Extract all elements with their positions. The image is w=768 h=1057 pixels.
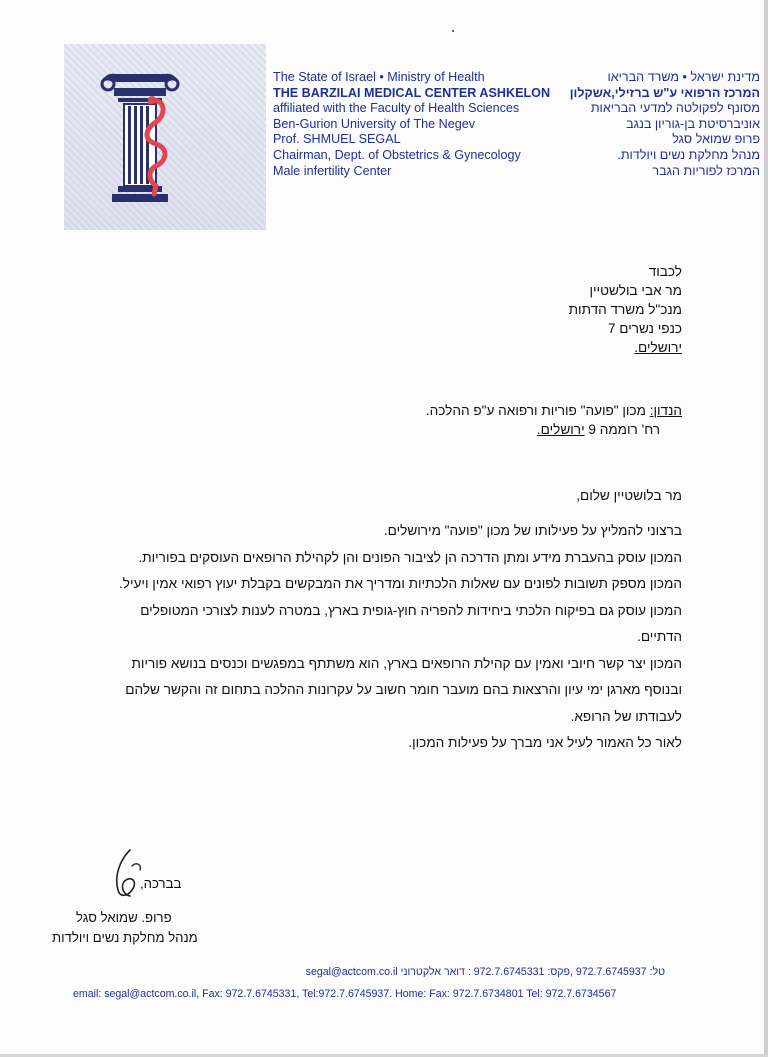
body-line: המכון מספק תשובות לפונים עם שאלות הלכתיות ומדריך את המבקשים בקבלת יעוץ רפואי אמין ויעיל. [119,576,682,591]
subject-text: מכון "פועה" פוריות ורפואה ע"פ ההלכה. [425,403,650,418]
header-he-line: פרופ שמואל סגל [672,132,760,147]
scan-speck [452,30,454,32]
column-logo-icon [64,44,266,230]
recipient-name: מר אבי בולשטיין [589,283,682,298]
header-en-line: Ben-Gurion University of The Negev [273,116,476,131]
closing-role: מנהל מחלקת נשים ויולדות [52,930,198,945]
header-he-line: המרכז לפוריות הגבר [652,163,760,178]
closing-blessing: בברכה, [140,876,182,891]
header-he-line: אוניברסיטת בן-גוריון בנגב [626,116,760,131]
body-line: הדתיים. [637,629,682,644]
subject-label: הנדון: [649,403,682,418]
recipient-street: כנפי נשרים 7 [607,321,682,336]
letterhead-english [273,70,573,179]
header-en-line: Male infertility Center [273,163,392,178]
body-line: המכון יצר קשר חיובי ואמין עם קהילת הרופאים בארץ, הוא משתתף במפגשים וכנסים בנושא פוריות [131,655,682,671]
body-line: המכון עוסק גם בפיקוח הלכתי ביחידות להפריה חוץ-גופית בארץ, במטרה לענות לצורכי המטופלים [140,602,682,618]
closing-name: פרופ. שמואל סגל [76,910,172,925]
letter-body [119,518,682,757]
header-en-line: Chairman, Dept. of Obstetrics & Gynecology [273,147,521,162]
subject-block [426,401,682,439]
body-line: ובנוסף מארגן ימי עיון והרצאות בהם מועבר חומר חשוב על עקרונות ההלכה בתחום זה והקשר שלהם [125,682,682,697]
scan-edge [764,0,768,1057]
header-en-line: The State of Israel • Ministry of Health [273,70,485,84]
subject-address-city: ירושלים. [536,422,585,437]
header-en-line: Prof. SHMUEL SEGAL [273,132,401,147]
recipient-block [569,262,682,357]
footer-line-hebrew: טל: 972.7.6745937 ,פקס: 972.7.6745331 : דואר אלקטרוני segal@actcom.co.il [305,966,665,978]
header-he-line: מנהל מחלקת נשים ויולדות. [617,147,760,162]
subject-address [426,420,660,439]
header-he-line: מדינת ישראל • משרד הבריאו [607,70,760,84]
recipient-city: ירושלים. [634,340,682,355]
header-he-line: מסונף לפקולטה למדעי הבריאות [590,101,760,116]
footer-line-english: email: segal@actcom.co.il, Fax: 972.7.6745331, Tel:972.7.6745937. Home: Fax: 972.7.6734801 Tel: 972.7.6734567 [73,988,617,1000]
greeting: מר בלושטיין שלום, [576,488,682,503]
recipient-salutation: לכבוד [648,264,682,279]
letterhead-hebrew [550,70,760,179]
body-line: לעבודתו של הרופא. [570,708,682,724]
header-en-line: affiliated with the Faculty of Health Sciences [273,101,520,116]
body-line: לאור כל האמור לעיל אני מברך על פעילות המכון. [408,735,682,750]
body-line: ברצוני להמליץ על פעילותו של מכון "פועה" מירושלים. [383,523,682,538]
header-en-hospital: THE BARZILAI MEDICAL CENTER ASHKELON [273,85,551,100]
header-he-hospital: המרכז הרפואי ע"ש ברזילי,אשקלון [569,85,760,100]
subject-line [426,401,682,420]
recipient-title: מנכ"ל משרד הדתות [568,302,682,317]
subject-address-street: רח' רוממה 9 [584,422,660,437]
body-line: המכון עוסק בהעברת מידע ומתן הדרכה הן לציבור הפונים והן לקהילת הרופאים העוסקים בפוריות. [138,549,682,565]
hospital-logo [64,44,266,230]
